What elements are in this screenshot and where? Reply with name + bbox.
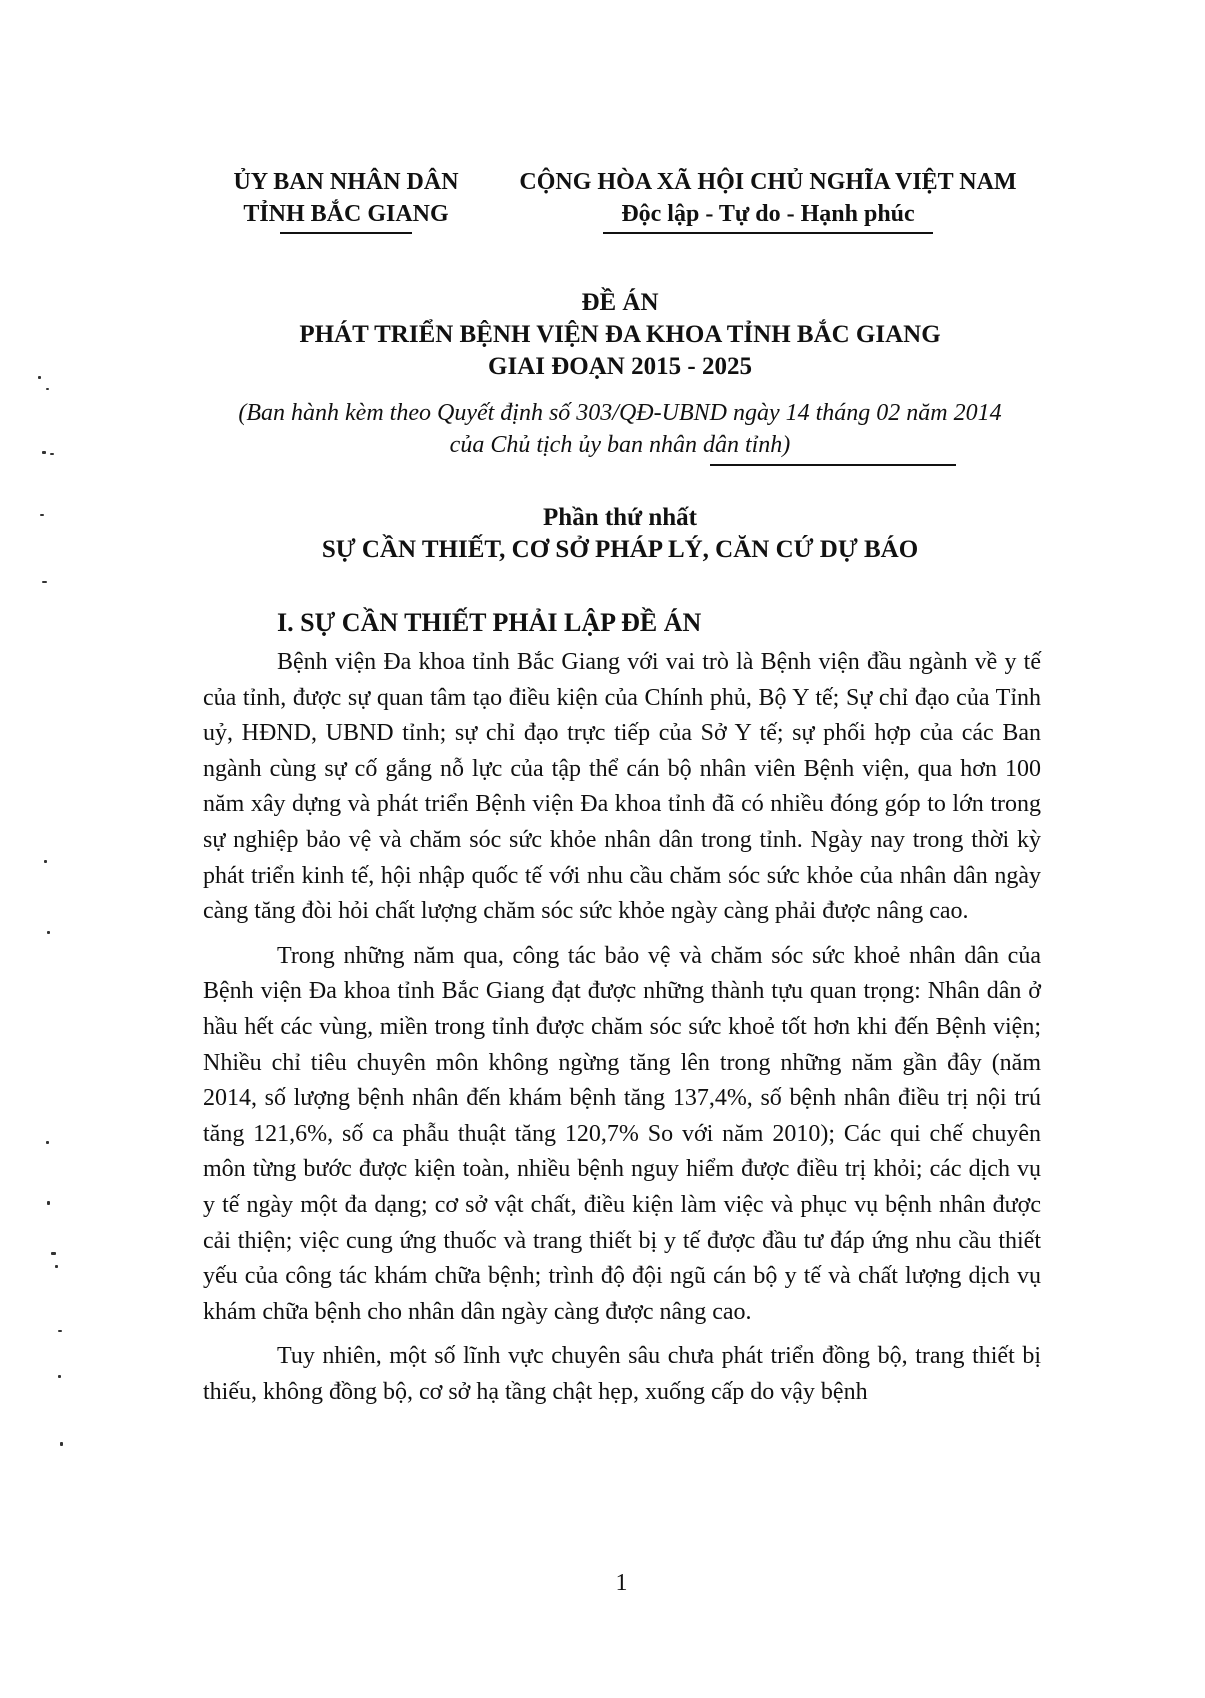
authority-underline xyxy=(280,232,412,234)
scan-speck xyxy=(50,453,54,455)
part-heading xyxy=(180,502,1060,566)
title-line-3: GIAI ĐOẠN 2015 - 2025 xyxy=(488,353,752,380)
scan-speck xyxy=(58,1330,62,1332)
subtitle-line-1: (Ban hành kèm theo Quyết định số 303/QĐ-UBND ngày 14 tháng 02 năm 2014 xyxy=(238,400,1002,426)
paragraph: Bệnh viện Đa khoa tỉnh Bắc Giang với vai trò là Bệnh viện đầu ngành về y tế của tỉnh, được sự quan tâm tạo điều kiện của Chính phủ, Bộ Y tế; Sự chỉ đạo của Tỉnh uỷ, HĐND, UBND tỉnh; sự chỉ đạo trực tiếp của Sở Y tế; sự phối hợp của các Ban ngành cùng sự cố gắng nỗ lực của tập thể cán bộ nhân viên Bệnh viện, qua hơn 100 năm xây dựng và phát triển Bệnh viện Đa khoa tỉnh đã có nhiều đóng góp to lớn trong sự nghiệp bảo vệ và chăm sóc sức khỏe nhân dân trong tỉnh. Ngày nay trong thời kỳ phát triển kinh tế, hội nhập quốc tế với nhu cầu chăm sóc sức khỏe của nhân dân ngày càng tăng đòi hỏi chất lượng chăm sóc sức khỏe ngày càng phải được nâng cao. xyxy=(203,649,1041,925)
scan-speck xyxy=(44,860,47,863)
motto: Độc lập - Tự do - Hạnh phúc xyxy=(621,201,915,227)
scan-speck xyxy=(60,1442,63,1446)
scan-speck xyxy=(47,931,50,934)
title-line-1: ĐỀ ÁN xyxy=(581,289,659,316)
issuing-authority xyxy=(196,166,496,234)
authority-line-2: TỈNH BẮC GIANG xyxy=(243,201,449,227)
document-subtitle xyxy=(180,397,1060,466)
scan-speck xyxy=(42,581,47,583)
body-text xyxy=(203,645,1041,1419)
scan-speck xyxy=(47,1201,50,1205)
authority-line-1: ỦY BAN NHÂN DÂN xyxy=(233,169,459,195)
scan-speck xyxy=(51,1252,56,1255)
section-heading: I. SỰ CẦN THIẾT PHẢI LẬP ĐỀ ÁN xyxy=(277,608,702,637)
scan-speck xyxy=(38,376,41,379)
part-title: SỰ CẦN THIẾT, CƠ SỞ PHÁP LÝ, CĂN CỨ DỰ BÁO xyxy=(321,536,919,563)
scan-speck xyxy=(46,388,49,390)
motto-underline xyxy=(603,232,933,234)
subtitle-underline xyxy=(710,464,956,466)
national-motto xyxy=(488,166,1048,234)
page-number: 1 xyxy=(615,1570,628,1596)
scan-speck xyxy=(58,1375,61,1378)
scan-speck xyxy=(42,451,46,454)
part-label: Phần thứ nhất xyxy=(543,504,697,531)
subtitle-line-2: của Chủ tịch ủy ban nhân dân tỉnh) xyxy=(449,432,791,458)
paragraph: Tuy nhiên, một số lĩnh vực chuyên sâu chưa phát triển đồng bộ, trang thiết bị thiếu, không đồng bộ, cơ sở hạ tầng chật hẹp, xuống cấp do vậy bệnh xyxy=(203,1343,1041,1405)
paragraph: Trong những năm qua, công tác bảo vệ và chăm sóc sức khoẻ nhân dân của Bệnh viện Đa khoa tỉnh Bắc Giang đạt được những thành tựu quan trọng: Nhân dân ở hầu hết các vùng, miền trong tỉnh được chăm sóc sức khoẻ tốt hơn khi đến Bệnh viện; Nhiều chỉ tiêu chuyên môn không ngừng tăng lên trong những năm gần đây (năm 2014, số lượng bệnh nhân đến khám bệnh tăng 137,4%, số bệnh nhân điều trị nội trú tăng 121,6%, số ca phẫu thuật tăng 120,7% So với năm 2010); Các qui chế chuyên môn từng bước được kiện toàn, nhiều bệnh nguy hiểm được điều trị khỏi; các dịch vụ y tế ngày một đa dạng; cơ sở vật chất, điều kiện làm việc và phục vụ bệnh nhân được cải thiện; việc cung ứng thuốc và trang thiết bị y tế được đầu tư đáp ứng nhu cầu thiết yếu của công tác khám chữa bệnh; trình độ đội ngũ cán bộ y tế và chất lượng dịch vụ khám chữa bệnh cho nhân dân ngày càng được nâng cao. xyxy=(203,942,1041,1325)
scan-speck xyxy=(40,514,44,516)
document-title xyxy=(180,287,1060,383)
title-line-2: PHÁT TRIỂN BỆNH VIỆN ĐA KHOA TỈNH BẮC GIANG xyxy=(299,321,941,348)
country-name: CỘNG HÒA XÃ HỘI CHỦ NGHĨA VIỆT NAM xyxy=(519,169,1017,195)
scan-speck xyxy=(46,1141,49,1144)
scan-speck xyxy=(55,1265,58,1268)
